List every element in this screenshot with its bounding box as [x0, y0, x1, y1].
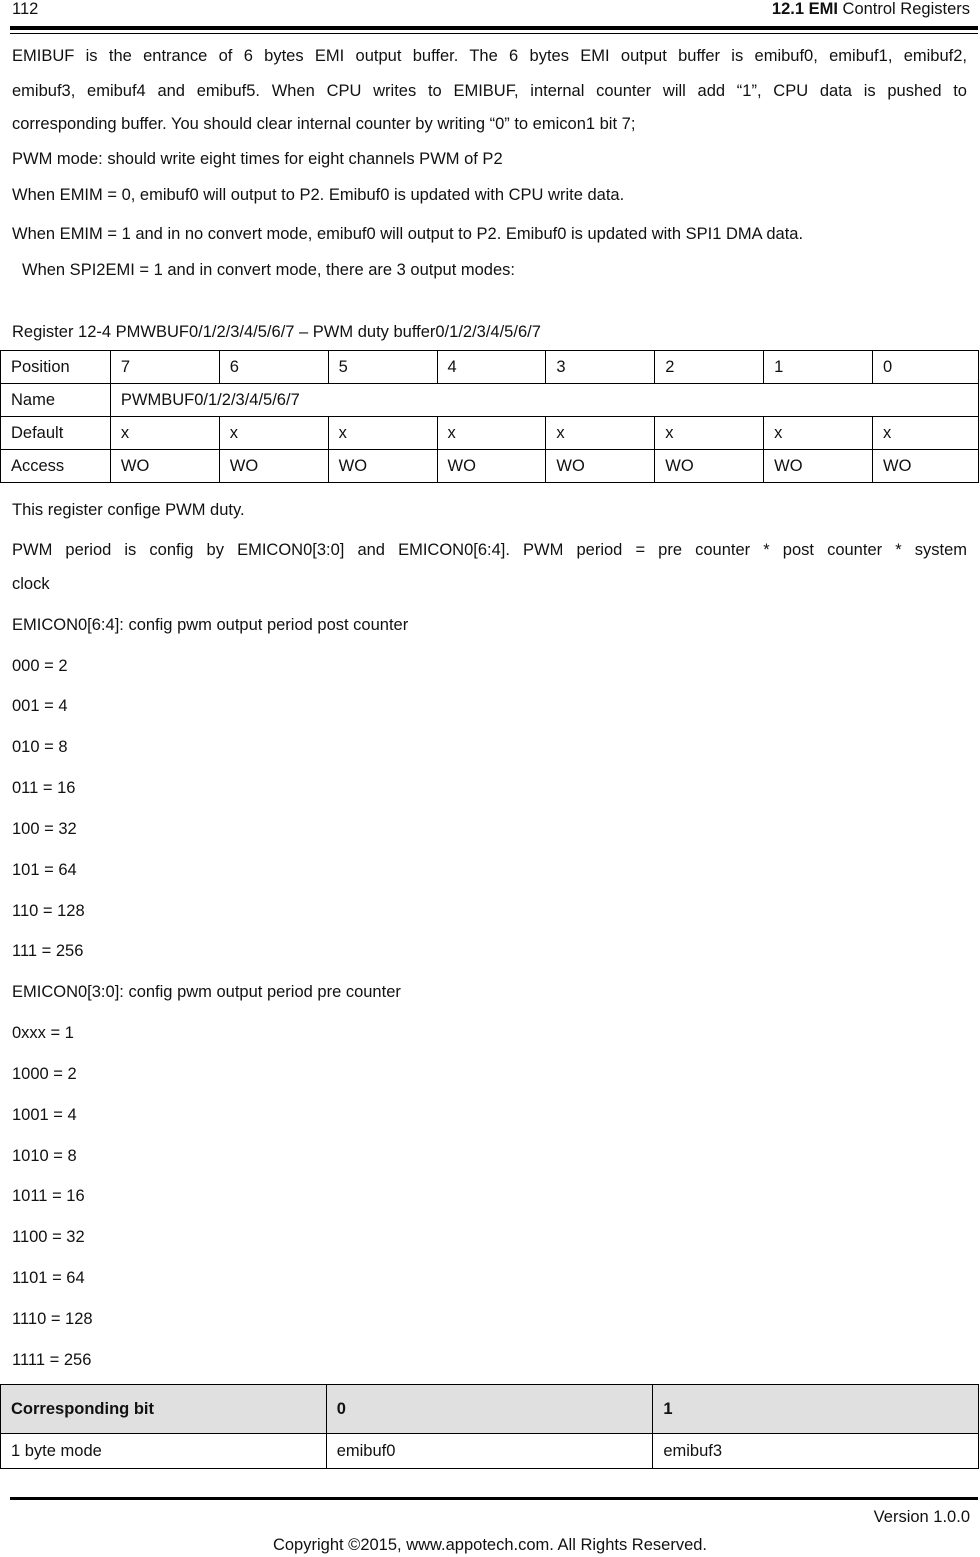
access-cell: WO	[328, 450, 437, 483]
intro-line-6: When EMIM = 1 and in no convert mode, emibuf0 will output to P2. Emibuf0 is updated with SPI1 DMA data.	[12, 225, 804, 243]
section-title-rest: Control Registers	[837, 0, 970, 18]
post-counter-value: 011 = 16	[12, 779, 76, 797]
version-label: Version 1.0.0	[873, 1508, 970, 1526]
mode-cell: emibuf3	[653, 1434, 979, 1469]
pwm-period-line-2: clock	[12, 575, 50, 593]
intro-line-3: corresponding buffer. You should clear internal counter by writing “0” to emicon1 bit 7;	[12, 115, 636, 133]
default-cell: x	[328, 417, 437, 450]
position-cell: 6	[219, 351, 328, 384]
access-cell: WO	[764, 450, 873, 483]
default-row	[1, 417, 979, 450]
register-caption: Register 12-4 PMWBUF0/1/2/3/4/5/6/7 – PWM duty buffer0/1/2/3/4/5/6/7	[12, 323, 541, 341]
default-label: Default	[1, 417, 111, 450]
position-cell: 0	[873, 351, 979, 384]
post-counter-value: 100 = 32	[12, 820, 77, 838]
default-cell: x	[764, 417, 873, 450]
post-counter-value: 110 = 128	[12, 902, 85, 920]
access-cell: WO	[873, 450, 979, 483]
intro-line-4: PWM mode: should write eight times for eight channels PWM of P2	[12, 150, 503, 168]
post-counter-value: 111 = 256	[12, 942, 84, 960]
pre-counter-value: 1111 = 256	[12, 1351, 92, 1369]
default-cell: x	[655, 417, 764, 450]
copyright-notice: Copyright ©2015, www.appotech.com. All Rights Reserved.	[272, 1536, 708, 1554]
mode-header-cell: 1	[653, 1385, 979, 1434]
name-value: PWMBUF0/1/2/3/4/5/6/7	[110, 384, 978, 417]
position-cell: 4	[437, 351, 546, 384]
default-cell: x	[437, 417, 546, 450]
access-cell: WO	[655, 450, 764, 483]
access-row	[1, 450, 979, 483]
mode-cell: emibuf0	[326, 1434, 653, 1469]
post-counter-value: 001 = 4	[12, 697, 68, 715]
name-row	[1, 384, 979, 417]
default-cell: x	[546, 417, 655, 450]
pre-counter-value: 1011 = 16	[12, 1187, 85, 1205]
mode-table	[0, 1384, 979, 1469]
pre-counter-value: 1101 = 64	[12, 1269, 85, 1287]
pre-counter-value: 0xxx = 1	[12, 1024, 74, 1042]
pre-counter-value: 1100 = 32	[12, 1228, 85, 1246]
default-cell: x	[219, 417, 328, 450]
name-label: Name	[1, 384, 111, 417]
position-row	[1, 351, 979, 384]
footer-rule	[10, 1497, 978, 1500]
post-counter-value: 000 = 2	[12, 657, 68, 675]
access-cell: WO	[110, 450, 219, 483]
intro-line-7: When SPI2EMI = 1 and in convert mode, there are 3 output modes:	[22, 261, 515, 279]
register-table	[0, 350, 979, 483]
pwm-period-line-1: PWM period is config by EMICON0[3:0] and EMICON0[6:4]. PWM period = pre counter * post counter * system	[12, 541, 967, 559]
header-rule-thick	[10, 26, 978, 30]
access-label: Access	[1, 450, 111, 483]
position-label: Position	[1, 351, 111, 384]
position-cell: 1	[764, 351, 873, 384]
position-cell: 3	[546, 351, 655, 384]
register-description: This register confige PWM duty.	[12, 501, 245, 519]
pre-counter-value: 1000 = 2	[12, 1065, 77, 1083]
access-cell: WO	[219, 450, 328, 483]
section-title	[772, 0, 970, 19]
default-cell: x	[110, 417, 219, 450]
table-row	[1, 1434, 979, 1469]
post-counter-value: 010 = 8	[12, 738, 68, 756]
post-counter-heading: EMICON0[6:4]: config pwm output period post counter	[12, 616, 409, 634]
header-rule-thin	[10, 33, 978, 34]
pre-counter-heading: EMICON0[3:0]: config pwm output period pre counter	[12, 983, 401, 1001]
access-cell: WO	[546, 450, 655, 483]
pre-counter-value: 1001 = 4	[12, 1106, 77, 1124]
pre-counter-value: 1110 = 128	[12, 1310, 93, 1328]
access-cell: WO	[437, 450, 546, 483]
section-title-bold: 12.1 EMI	[771, 0, 838, 18]
mode-header-cell: 0	[326, 1385, 653, 1434]
intro-line-2: emibuf3, emibuf4 and emibuf5. When CPU writes to EMIBUF, internal counter will add “1”, CPU data is pushed to	[12, 82, 967, 100]
position-cell: 2	[655, 351, 764, 384]
mode-cell: 1 byte mode	[1, 1434, 327, 1469]
mode-header-cell: Corresponding bit	[1, 1385, 327, 1434]
position-cell: 7	[110, 351, 219, 384]
default-cell: x	[873, 417, 979, 450]
pre-counter-value: 1010 = 8	[12, 1147, 77, 1165]
post-counter-value: 101 = 64	[12, 861, 77, 879]
page-number: 112	[12, 0, 39, 18]
position-cell: 5	[328, 351, 437, 384]
mode-table-header	[1, 1385, 979, 1434]
intro-line-1: EMIBUF is the entrance of 6 bytes EMI output buffer. The 6 bytes EMI output buffer is emibuf0, emibuf1, emibuf2,	[12, 47, 967, 65]
intro-line-5: When EMIM = 0, emibuf0 will output to P2. Emibuf0 is updated with CPU write data.	[12, 186, 625, 204]
